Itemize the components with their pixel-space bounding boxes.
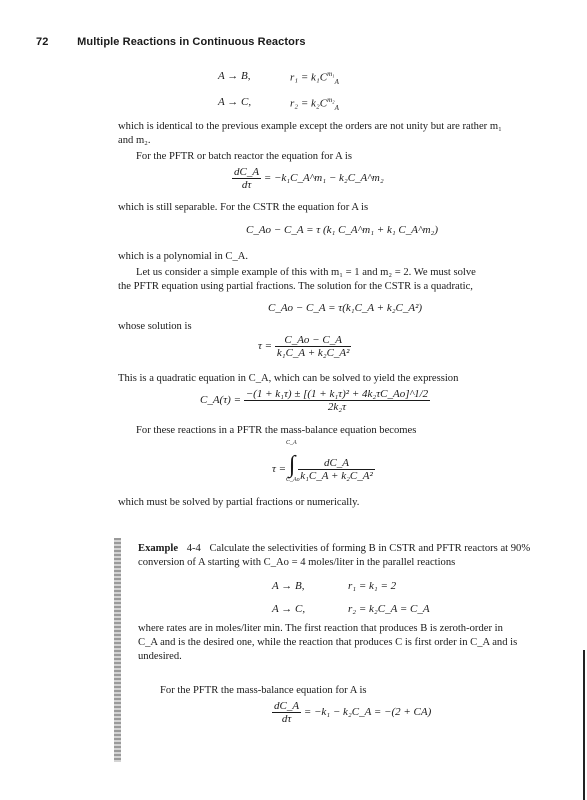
integral-upper-limit: C_A: [286, 440, 297, 446]
equation-rhs: = −k₁ − k₂C_A = −(2 + CA): [303, 706, 432, 719]
reaction-2: [218, 96, 251, 108]
chapter-title: Multiple Reactions in Continuous Reactors: [77, 36, 306, 48]
rate-2-sub: A: [334, 103, 339, 112]
rate-1-sub: A: [334, 77, 339, 86]
example-text: where rates are in moles/liter min. The first reaction that produces B is zeroth-order in: [138, 623, 503, 634]
example-reaction-2: A → C,: [272, 603, 306, 615]
example-text: C_A and is the desired one, while the reaction that produces C is first order in C_A and is: [138, 637, 518, 648]
paragraph: the PFTR equation using partial fractions. The solution for the CSTR is a quadratic,: [118, 281, 473, 292]
rate-1: [290, 70, 339, 86]
paragraph: which is still separable. For the CSTR the equation for A is: [118, 202, 369, 213]
page-header: [36, 36, 306, 48]
fraction-denominator: k₁C_A + k₂C_A²: [276, 347, 350, 359]
paragraph: whose solution is: [118, 321, 192, 332]
reaction-1-equation: A → B,: [218, 70, 251, 82]
equation-cstr: C_Ao − C_A = τ (k₁ C_A^m₁ + k₁ C_A^m₂): [246, 224, 439, 236]
example-text: conversion of A starting with C_Ao = 4 moles/liter in the parallel reactions: [138, 557, 456, 568]
fraction-numerator: dC_A: [274, 700, 300, 712]
fraction-numerator: C_Ao − C_A: [275, 334, 352, 347]
example-text: For the PFTR the mass-balance equation for A is: [160, 685, 367, 696]
page-number: 72: [36, 36, 49, 48]
fraction-denominator: dτ: [281, 713, 292, 725]
reaction-1: [218, 70, 251, 82]
paragraph: Let us consider a simple example of this with m₁ = 1 and m₂ = 2. We must solve: [136, 267, 476, 278]
equation-lhs: C_A(τ) =: [200, 394, 241, 407]
rate-1-exp: m₁: [327, 70, 335, 78]
integral-sign: ∫: [288, 452, 296, 478]
fraction-denominator: 2k₂τ: [327, 401, 347, 413]
equation-lhs: τ =: [272, 463, 287, 475]
rate-2-text: r₂ = k₂C: [290, 97, 328, 110]
paragraph: For these reactions in a PFTR the mass-balance equation becomes: [136, 425, 417, 436]
example-label: Example: [138, 543, 179, 554]
paragraph: and m₂.: [118, 135, 151, 146]
page-edge-line: [583, 650, 585, 800]
equation-tau: [258, 334, 351, 359]
example-rate-1: r₁ = k₁ = 2: [348, 580, 397, 592]
example-number: 4-4: [186, 543, 201, 554]
fraction-numerator: dC_A: [234, 166, 260, 178]
paragraph: This is a quadratic equation in C_A, which can be solved to yield the expression: [118, 373, 459, 384]
paragraph: For the PFTR or batch reactor the equation for A is: [136, 151, 352, 162]
equation-lhs: τ =: [258, 340, 273, 353]
paragraph: which is a polynomial in C_A.: [118, 251, 249, 262]
fraction-denominator: dτ: [241, 179, 252, 191]
rate-2: [290, 96, 339, 112]
example-text: undesired.: [138, 651, 182, 662]
reaction-2-equation: A → C,: [218, 96, 252, 108]
example-equation: [272, 700, 431, 725]
equation-quadratic: C_Ao − C_A = τ(k₁C_A + k₂C_A²): [268, 302, 423, 314]
rate-1-text: r₁ = k₁C: [290, 71, 328, 84]
equation-solution: [200, 388, 430, 413]
integral-lower-limit: C_Ao: [286, 477, 300, 483]
equation-rhs: = −k₁C_A^m₁ − k₂C_A^m₂: [263, 172, 384, 185]
fraction-numerator: dC_A: [298, 457, 375, 470]
rate-2-exp: m₂: [327, 96, 335, 104]
paragraph: which is identical to the previous example except the orders are not unity but are rather m₁: [118, 121, 502, 132]
example-rate-2: r₂ = k₂C_A = C_A: [348, 603, 430, 615]
example-margin-bar: [114, 538, 121, 762]
example-reaction-1: A → B,: [272, 580, 305, 592]
paragraph: which must be solved by partial fractions or numerically.: [118, 497, 360, 508]
equation-pftr: [232, 166, 384, 191]
fraction-denominator: k₁C_A + k₂C_A²: [300, 469, 373, 482]
example-heading: [138, 542, 530, 556]
example-text: Calculate the selectivities of forming B in CSTR and PFTR reactors at 90%: [209, 543, 531, 554]
fraction-numerator: −(1 + k₁τ) ± [(1 + k₁τ)² + 4k₂τC_Ao]^1/2: [245, 388, 429, 400]
